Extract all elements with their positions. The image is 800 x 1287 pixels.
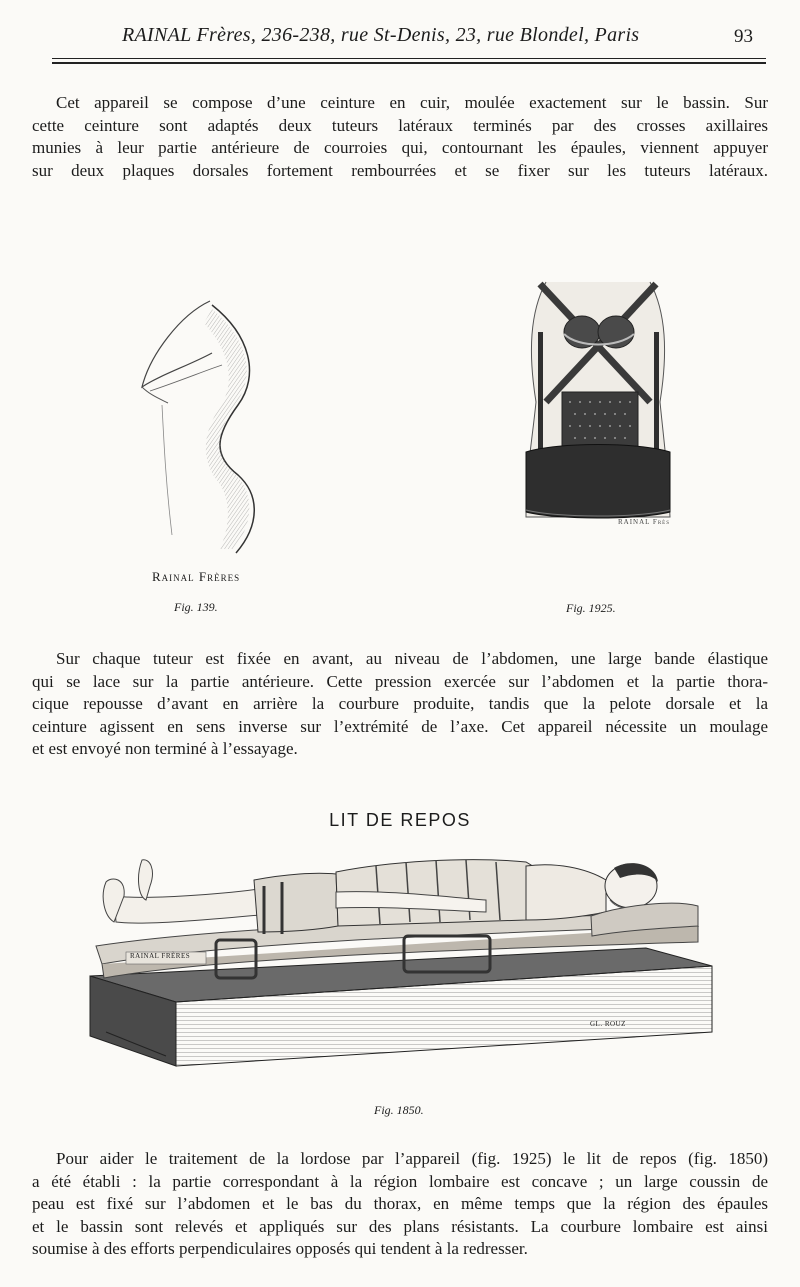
figure-139-illustration bbox=[120, 295, 280, 560]
figure-1925-illustration bbox=[518, 272, 678, 530]
running-header bbox=[0, 20, 800, 60]
paragraph-line: Cet appareil se compose d’une ceinture en cuir, moulée exactement sur le bassin. Sur bbox=[56, 93, 768, 112]
figure-139-brand: Rainal Frères bbox=[152, 569, 241, 584]
header-title: RAINAL Frères, 236-238, rue St-Denis, 23, rue Blondel, Paris bbox=[122, 24, 640, 46]
paragraph-line: Sur chaque tuteur est fixée en avant, au niveau de l’abdomen, une large bande élastique bbox=[56, 649, 768, 668]
figure-1850-caption: Fig. 1850. bbox=[374, 1103, 424, 1117]
paragraph-line: et le bassin sont relevés et appliqués sur des plans résistants. La courbure lombaire est ainsi bbox=[32, 1216, 768, 1236]
paragraph-line: sur deux plaques dorsales fortement rembourrées et se fixer sur les tuteurs latéraux. bbox=[32, 160, 768, 180]
paragraph-3 bbox=[32, 1148, 768, 1261]
header-rule-thick bbox=[52, 62, 766, 64]
paragraph-line: qui se lace sur la partie antérieure. Cette pression exercée sur l’abdomen et la partie thora- bbox=[32, 671, 768, 691]
paragraph-1 bbox=[32, 92, 768, 182]
paragraph-line: munies à leur partie antérieure de courroies qui, contournant les épaules, viennent appuyer bbox=[32, 138, 768, 157]
rest-bed-image bbox=[86, 856, 716, 1076]
paragraph-2 bbox=[32, 648, 768, 761]
paragraph-line: ceinture agissent en sens inverse sur l’extrémité de l’axe. Cet appareil nécessite un moulage bbox=[32, 716, 768, 736]
lordosis-corset-image bbox=[518, 272, 678, 530]
paragraph-line: cique repousse d’avant en arrière la courbure produite, tandis que la pelote dorsale et la bbox=[32, 694, 768, 713]
figure-1925-caption: Fig. 1925. bbox=[566, 601, 616, 615]
header-rule bbox=[52, 58, 766, 59]
paragraph-line: peau est fixé sur l’abdomen et le bas du thorax, en même temps que la région des épaules bbox=[32, 1194, 768, 1213]
paragraph-line: et est envoyé non terminé à l’essayage. bbox=[32, 739, 298, 758]
figure-1850-signature: GL. ROUZ bbox=[590, 1020, 626, 1028]
lordosis-silhouette-image bbox=[120, 295, 280, 560]
paragraph-line: cette ceinture sont adaptés deux tuteurs latéraux terminés par des crosses axillaires bbox=[32, 115, 768, 135]
paragraph-line: Pour aider le traitement de la lordose par l’appareil (fig. 1925) le lit de repos (fig. 1850) bbox=[56, 1149, 768, 1168]
page-number: 93 bbox=[734, 26, 753, 47]
figure-139-caption: Fig. 139. bbox=[174, 600, 218, 614]
figure-1850-brand: RAINAL FRÈRES bbox=[130, 952, 191, 960]
paragraph-line: soumise à des efforts perpendiculaires opposés qui tendent à la redresser. bbox=[32, 1239, 528, 1258]
figure-1850-illustration bbox=[86, 856, 716, 1076]
paragraph-line: a été établi : la partie correspondant à la région lombaire est concave ; un large coussin de bbox=[32, 1171, 768, 1191]
figure-1925-brand: RAINAL Frès bbox=[618, 518, 670, 526]
section-heading: LIT DE REPOS bbox=[329, 810, 471, 830]
